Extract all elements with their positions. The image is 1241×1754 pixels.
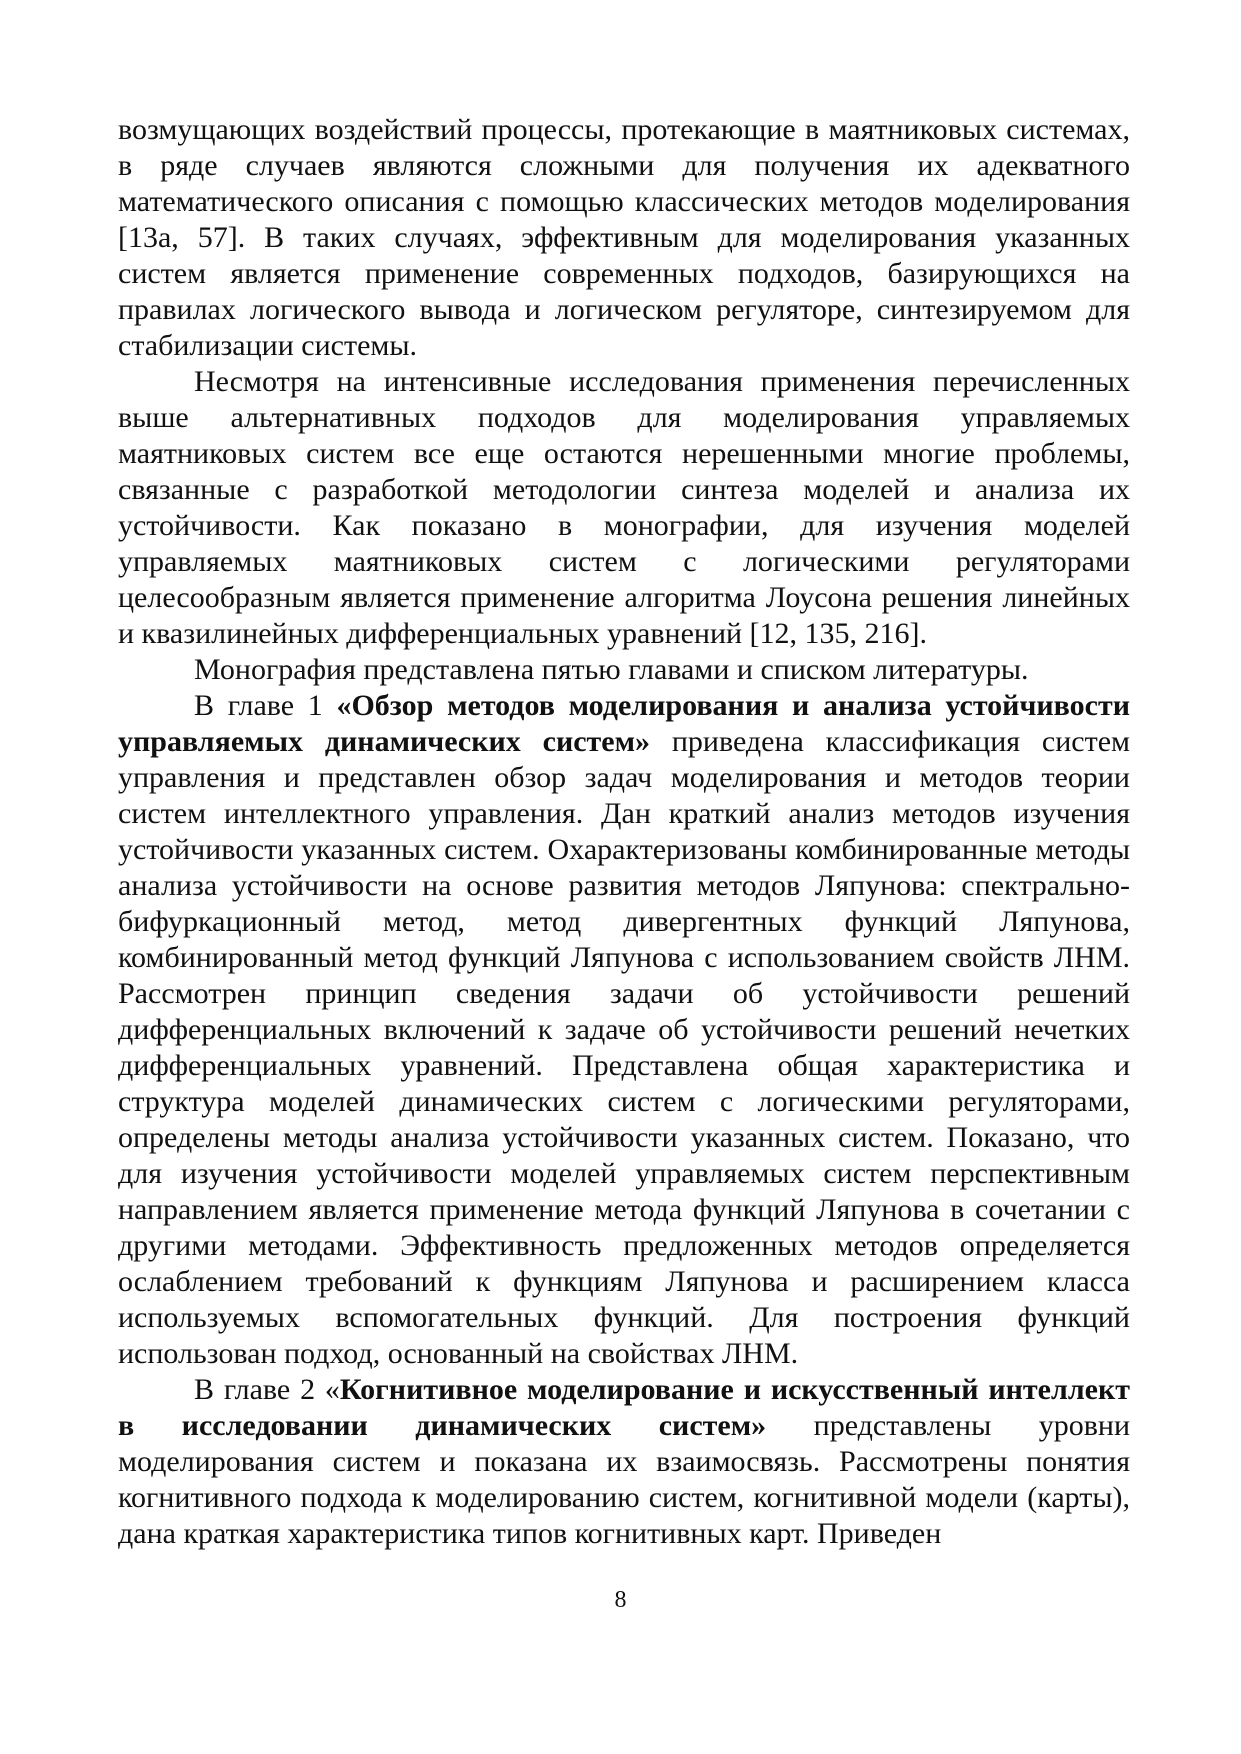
text-segment: Монография представлена пятью главами и списком литературы. <box>194 653 1029 686</box>
text-segment: приведена классификация систем управления и представлен обзор задач моделирования и методов теории систем интеллектного управления. Дан краткий анализ методов изучения устойчивости указанных систем. Охарактеризованы комбинированные методы анализа устойчивости на основе развития методов Ляпунова: спектрально-бифуркационный метод, метод дивергентных функций Ляпунова, комбинированный метод функций Ляпунова с использованием свойств ЛНМ. Рассмотрен принцип сведения задачи об устойчивости решений дифференциальных включений к задаче об устойчивости решений нечетких дифференциальных уравнений. Представлена общая характеристика и структура моделей динамических систем с логическими регуляторами, определены методы анализа устойчивости указанных систем. Показано, что для изучения устойчивости моделей управляемых систем перспективным направлением является применение метода функций Ляпунова в сочетании с другими методами. Эффективность предложенных методов определяется ослаблением требований к функциям Ляпунова и расширением класса используемых вспомогательных функций. Для построения функций использован подход, основанный на свойствах ЛНМ. <box>118 725 1130 1370</box>
paragraph-1 <box>118 112 1130 364</box>
text-segment: В главе 2 « <box>194 1373 340 1406</box>
bold-title-segment: Когнитивное моделирование и искусственный интеллект в исследовании динамических систем» <box>118 1373 1130 1442</box>
paragraph-chapter-1 <box>118 688 1130 1372</box>
text-segment: возмущающих воздействий процессы, протекающие в маятниковых системах, в ряде случаев являются сложными для получения их адекватного математического описания с помощью классических методов моделирования [13а, 57]. В таких случаях, эффективным для моделирования указанных систем является применение современных подходов, базирующихся на правилах логического вывода и логическом регуляторе, синтезируемом для стабилизации системы. <box>118 113 1130 362</box>
text-segment: представлены уровни моделирования систем и показана их взаимосвязь. Рассмотрены понятия когнитивного подхода к моделированию систем, когнитивной модели (карты), дана краткая характеристика типов когнитивных карт. Приведен <box>118 1409 1130 1550</box>
bold-title-segment: «Обзор методов моделирования и анализа устойчивости управляемых динамических систем» <box>118 689 1130 758</box>
page-number: 8 <box>614 1587 627 1613</box>
paragraph-2 <box>118 364 1130 652</box>
text-segment: В главе 1 <box>194 689 337 722</box>
paragraph-3 <box>118 652 1130 688</box>
paragraph-chapter-2 <box>118 1372 1130 1552</box>
text-segment: Несмотря на интенсивные исследования применения перечисленных выше альтернативных подходов для моделирования управляемых маятниковых систем все еще остаются нерешенными многие проблемы, связанные с разработкой методологии синтеза моделей и анализа их устойчивости. Как показано в монографии, для изучения моделей управляемых маятниковых систем с логическими регуляторами целесообразным является применение алгоритма Лоусона решения линейных и квазилинейных дифференциальных уравнений [12, 135, 216]. <box>118 365 1130 650</box>
page-body <box>118 112 1130 1552</box>
